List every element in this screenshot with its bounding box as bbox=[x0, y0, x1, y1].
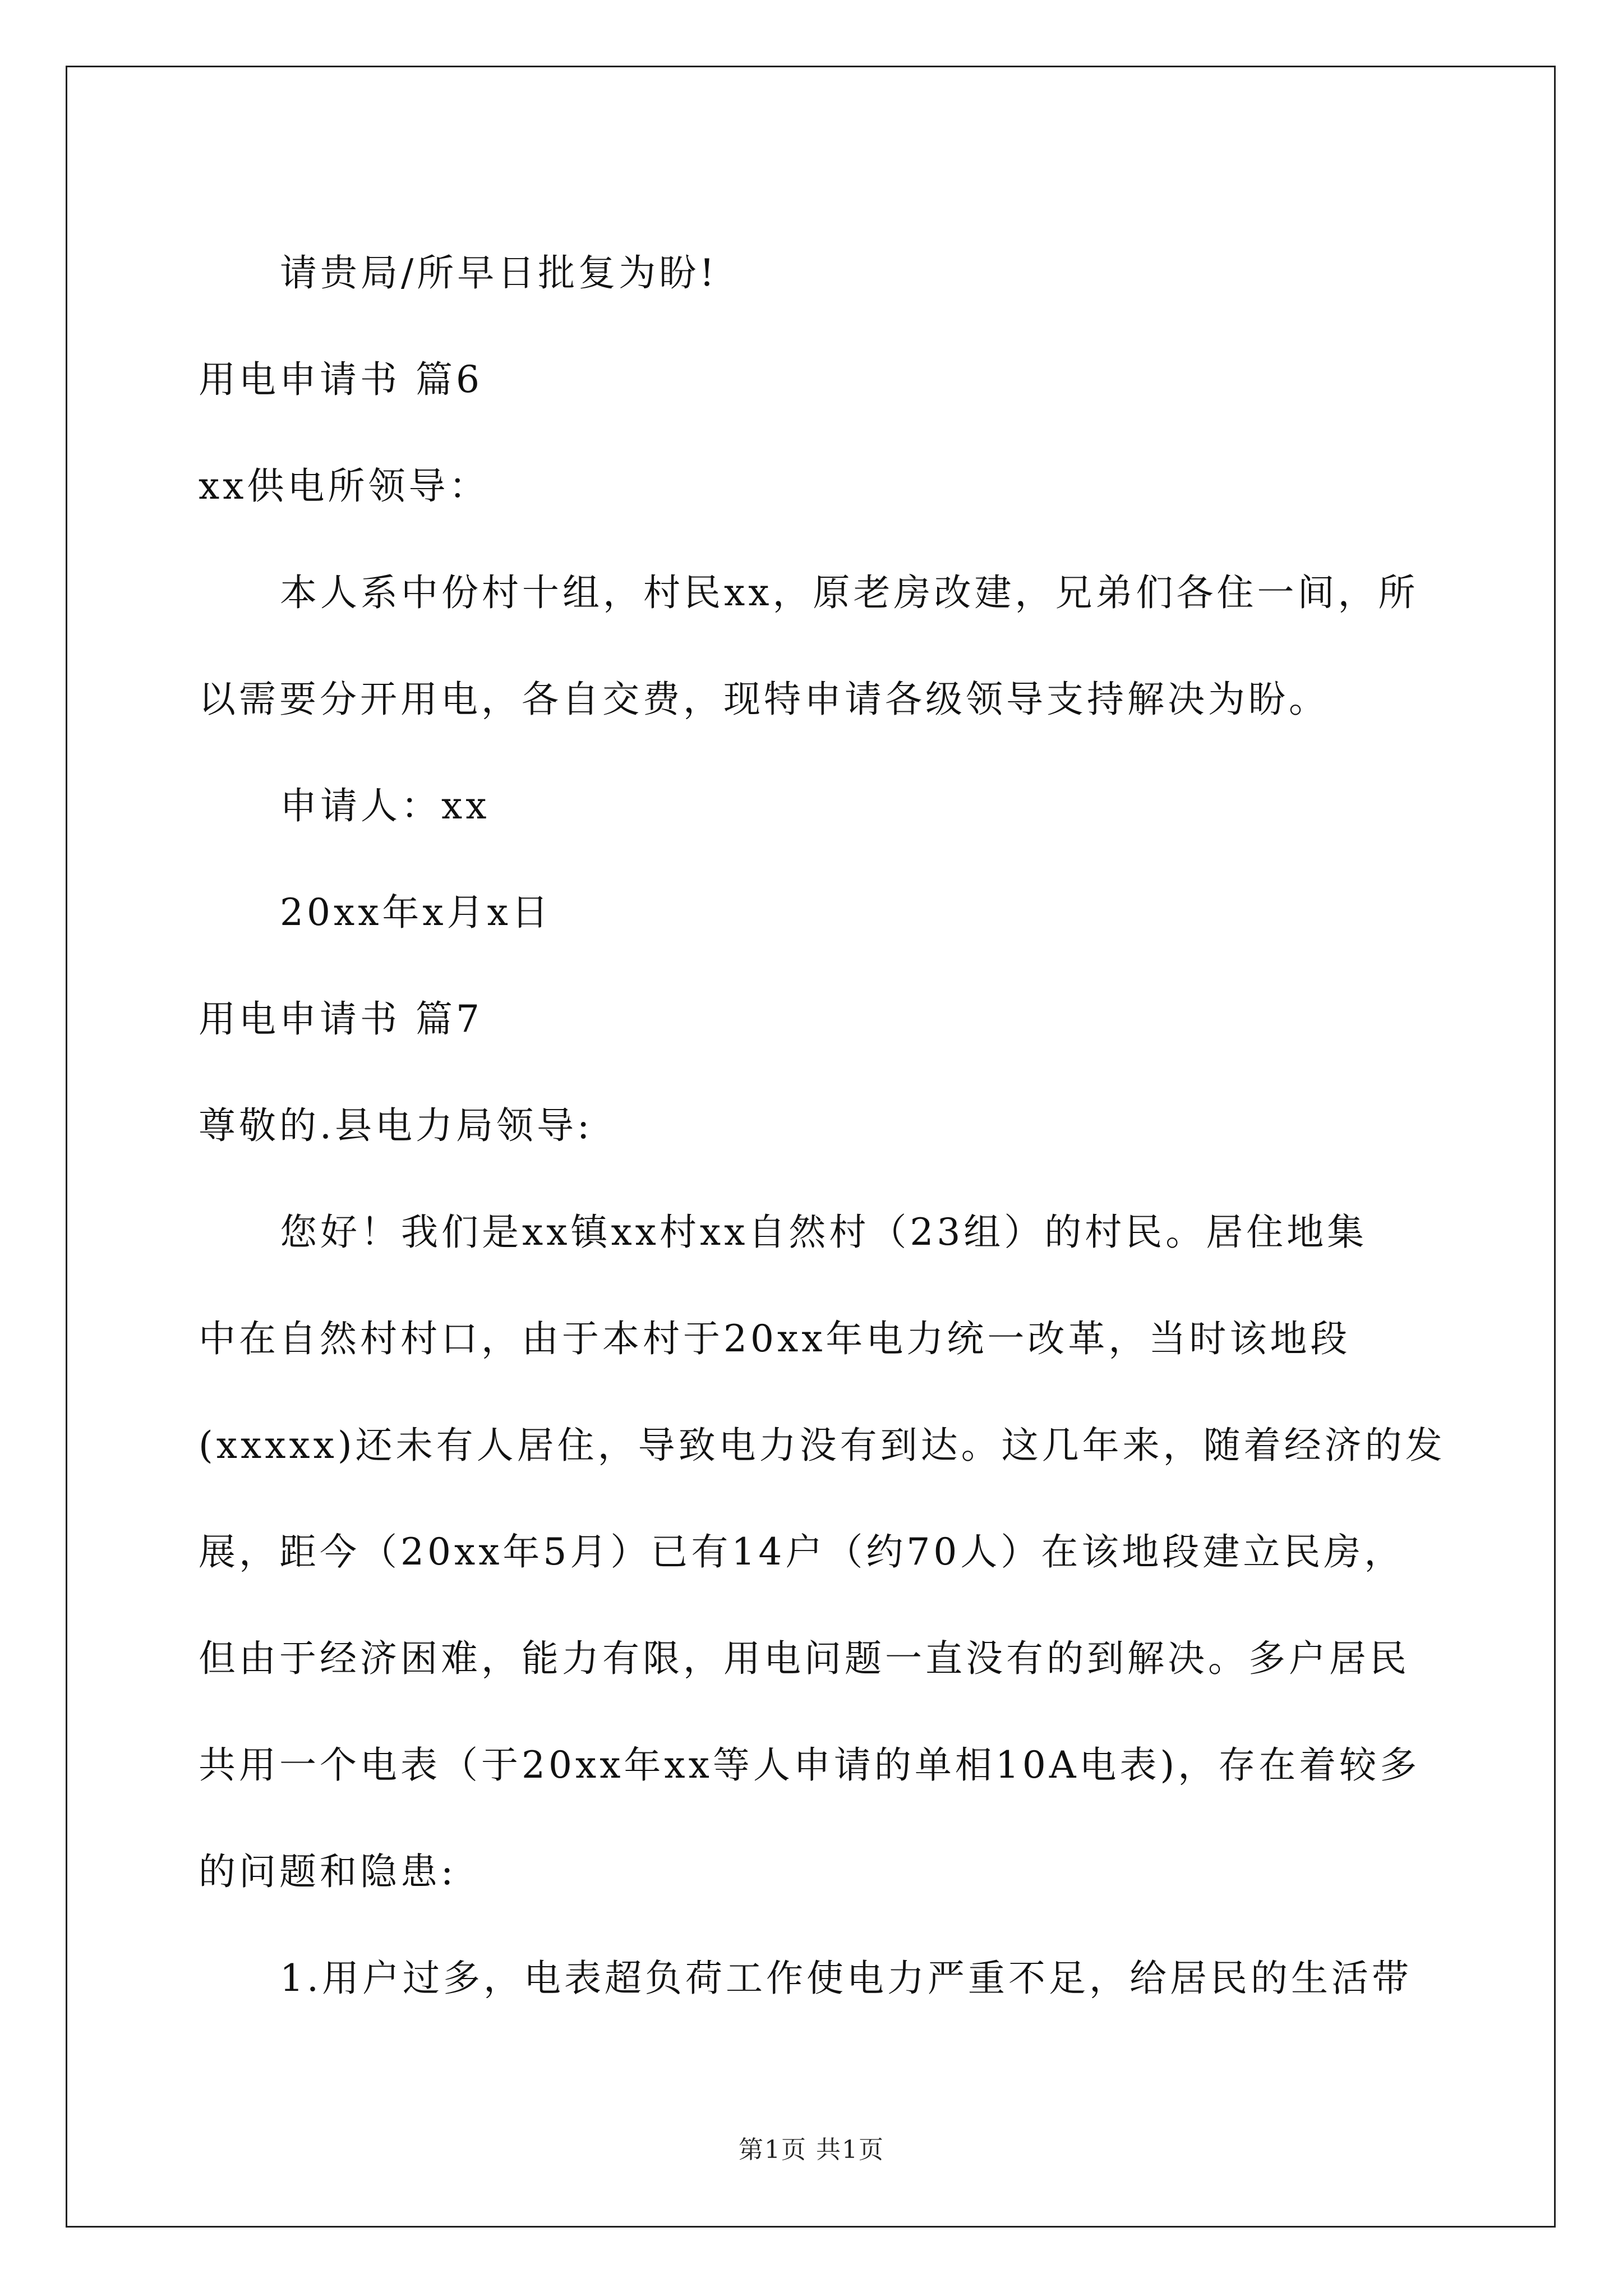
paragraph-line: 共用一个电表（于20xx年xx等人申请的单相10A电表)，存在着较多 bbox=[199, 1743, 1421, 1787]
paragraph-line: 但由于经济困难，能力有限，用电问题一直没有的到解决。多户居民 bbox=[199, 1637, 1410, 1680]
salutation: xx供电所领导： bbox=[199, 464, 490, 508]
document-body bbox=[199, 220, 1455, 2032]
list-item: 1.用户过多，电表超负荷工作使电力严重不足，给居民的生活带 bbox=[280, 1957, 1412, 2000]
paragraph-line: 请贵局/所早日批复为盼! bbox=[280, 251, 718, 295]
section-heading: 用电申请书 篇7 bbox=[199, 997, 483, 1041]
applicant-line: 申请人：xx bbox=[280, 784, 490, 827]
paragraph-line: 中在自然村村口，由于本村于20xx年电力统一改革，当时该地段 bbox=[199, 1317, 1351, 1360]
page-number-footer: 第1页 共1页 bbox=[739, 2136, 884, 2164]
paragraph-line: 您好！我们是xx镇xx村xx自然村（23组）的村民。居住地集 bbox=[280, 1211, 1368, 1254]
paragraph-line: 展，距今（20xx年5月）已有14户（约70人）在该地段建立民房， bbox=[199, 1530, 1405, 1573]
paragraph-line: (xxxxx)还未有人居住，导致电力没有到达。这几年来，随着经济的发 bbox=[199, 1424, 1446, 1467]
paragraph-line: 的问题和隐患: bbox=[199, 1850, 457, 1893]
paragraph-line: 以需要分开用电，各自交费，现特申请各级领导支持解决为盼。 bbox=[199, 678, 1329, 721]
section-heading: 用电申请书 篇6 bbox=[199, 358, 483, 401]
salutation: 尊敬的.县电力局领导: bbox=[199, 1104, 593, 1147]
date-line: 20xx年x月x日 bbox=[280, 891, 552, 934]
paragraph-line: 本人系中份村十组，村民xx，原老房改建，兄弟们各住一间，所 bbox=[280, 571, 1419, 614]
